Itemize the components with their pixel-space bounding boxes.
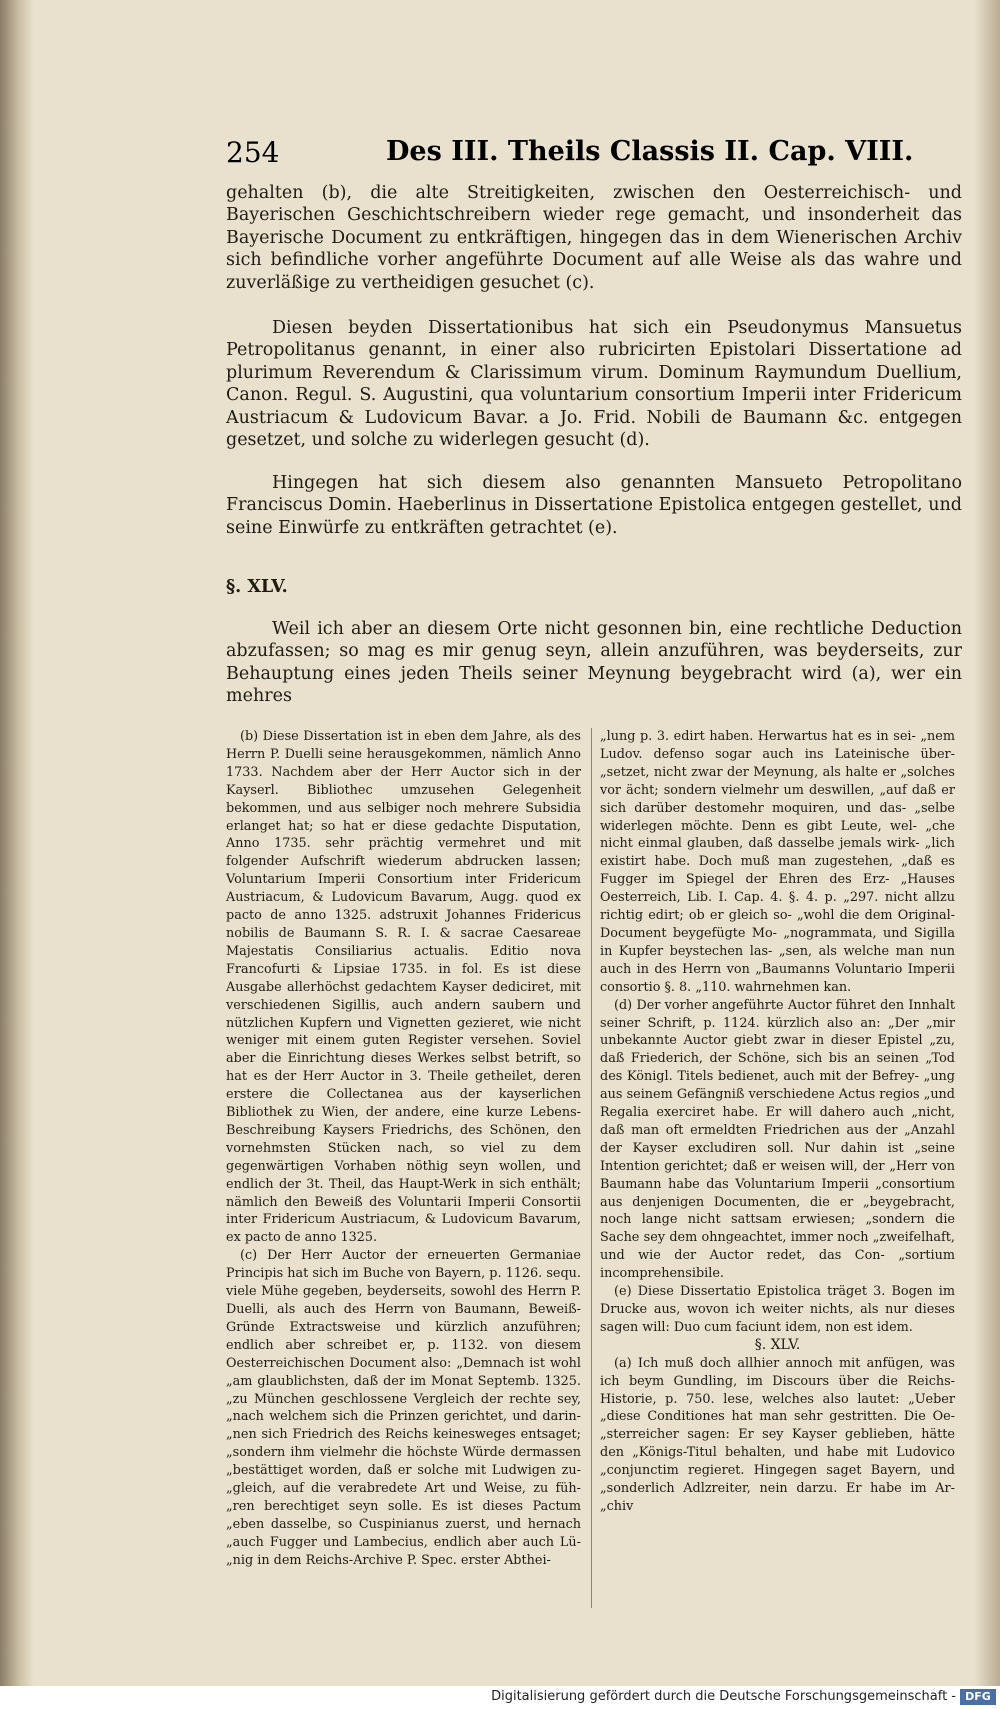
- footnote-column-left: [226, 728, 581, 1570]
- page-number: 254: [226, 136, 280, 169]
- main-paragraph-4: [226, 618, 962, 708]
- section-heading: [226, 576, 962, 598]
- footer-credit: Digitalisierung gefördert durch die Deutsche Forschungsgemeinschaft -: [491, 1689, 956, 1704]
- main-paragraph-3: [226, 472, 962, 539]
- footnotes: [226, 728, 964, 1608]
- footnote-b: (b) Diese Dissertation ist in eben dem Jahre, als des Herrn P. Duelli seine herausgekommen, nämlich Anno 1733. Nachdem aber der Herr Auctor sich in der Kayserl. Bibliothec umzusehen Gelegenheit bekommen, und aus selbiger noch mehrere Subsidia erlanget hat; so hat er diese gedachte Disputation, Anno 1735. sehr prächtig vermehret und mit folgender Aufschrift wiederum abdrucken lassen; Voluntarium Imperii Consortium inter Fridericum Austriacum, & Ludovicum Bavarum, Augg. quod ex pacto de anno 1325. adstruxit Johannes Fridericus nobilis de Baumann S. R. I. & sacrae Caesareae Majestatis Consiliarius actualis. Editio nova Francofurti & Lipsiae 1735. in fol. Es ist diese Ausgabe allerhöchst gedachtem Kayser dediciret, mit verschiedenen Sigillis, auch andern saubern und nützlichen Kupfern und Vignetten gezieret, wie nicht weniger mit einem guten Register versehen. Soviel aber die Einrichtung dieses Werkes selbst betrift, so hat es der Herr Auctor in 3. Theile getheilet, deren erstere die Collectanea aus der kayserlichen Bibliothek zu Wien, der andere, eine kurze Lebens-Beschreibung Kaysers Friedrichs, des Schönen, den vornehmsten Stücken nach, so viel zu dem gegenwärtigen Vorhaben nöthig seyn wollen, und endlich der 3t. Theil, das Haupt-Werk in sich enthält; nämlich den Beweiß des Voluntarii Imperii Consortii inter Fridericum Austriacum, & Ludovicum Bavarum, ex pacto de anno 1325.: [226, 729, 581, 1246]
- footnote-section-number: §. XLV.: [754, 1336, 801, 1353]
- section-number: §. XLV.: [226, 577, 288, 597]
- column-divider: [591, 728, 592, 1608]
- paragraph: gehalten (b), die alte Streitigkeiten, zwischen den Oesterreichisch- und Bayerischen Geschichtschreibern wieder rege gemacht, und insonderheit das Bayerische Document zu entkräftigen, hingegen das in dem Wienerischen Archiv sich befindliche vorher angeführte Document auf alle Weise als das wahre und zuverläßige zu vertheidigen gesuchet (c).: [226, 183, 962, 293]
- paragraph: Hingegen hat sich diesem also genannten Mansueto Petropolitano Franciscus Domin. Haeberlinus in Dissertatione Epistolica entgegen gestellet, und seine Einwürfe zu entkräften getrachtet (e).: [226, 473, 962, 538]
- footnote-column-right: [600, 728, 955, 1516]
- main-paragraph-1: [226, 182, 962, 294]
- paragraph: Weil ich aber an diesem Orte nicht gesonnen bin, eine rechtliche Deduction abzufassen; so mag es mir genug seyn, allein anzuführen, was beyderseits, zur Behauptung eines jeden Theils seiner Meynung beygebracht wird (a), wer ein mehres: [226, 619, 962, 707]
- dfg-logo: DFG: [960, 1689, 996, 1705]
- digitization-footer: [0, 1686, 1000, 1709]
- main-paragraph-2: [226, 317, 962, 451]
- page-header: [226, 136, 926, 176]
- footnote-d: (d) Der vorher angeführte Auctor führet den Innhalt seiner Schrift, p. 1124. kürzlich also an: „Der „mir unbekannte Auctor giebt zwar in dieser Epistel „zu, daß Friederich, der Schöne, sich bis an seinen „Tod des Königl. Titels bedienet, auch mit der Befrey- „ung aus seinem Gefängniß verschiedene Actus regios „und Regalia exerciret habe. Er will dahero auch „nicht, daß man oft ermeldten Friedrichen aus der „Anzahl der Kayser excludiren soll. Nur dahin ist „seine Intention gerichtet; daß er weisen will, der „Herr von Baumann habe das Voluntarium Imperii „consortium aus denjenigen Documenten, die er „beygebracht, noch lange nicht sattsam erwiesen; „sondern die Sache sey dem ohngeachtet, immer noch „zweifelhaft, und wie der Auctor redet, das Con- „sortium incomprehensibile.: [600, 997, 955, 1282]
- book-spine-shadow: [0, 0, 34, 1709]
- footnote-c-continued: „lung p. 3. edirt haben. Herwartus hat es in sei- „nem Ludov. defenso sogar auch ins Lateinische über- „setzet, nicht zwar der Meynung, als halte er „solches vor ächt; sondern vielmehr um deswillen, „auf daß er sich darüber destomehr moquiren, und das- „selbe widerlegen möchte. Denn es gibt Leute, wel- „che nicht einmal glauben, daß dasselbe jemals wirk- „lich existirt habe. Doch muß man zugestehen, „daß es Fugger im Spiegel der Ehren des Erz- „Hauses Oesterreich, Lib. I. Cap. 4. §. 4. p. „297. nicht allzu richtig edirt; ob er gleich so- „wohl die dem Original-Document beygefügte Mo- „nogrammata, und Sigilla in Kupfer beystechen las- „sen, als welche man nun auch in des Herrn von „Baumanns Voluntario Imperii consortio §. 8. „110. wahrnehmen kan.: [600, 729, 955, 995]
- footnote-c: (c) Der Herr Auctor der erneuerten Germaniae Principis hat sich im Buche von Bayern, p. 1126. sequ. viele Mühe gegeben, beyderseits, sowohl des Herrn P. Duelli, als auch des Herrn von Baumann, Beweiß-Gründe Extractsweise und kürzlich anzuführen; endlich aber schreibet er, p. 1132. von diesem Oesterreichischen Document also: „Demnach ist wohl „am glaublichsten, daß der im Monat Septemb. 1325. „zu München geschlossene Vergleich der rechte sey, „nach welchem sich die Prinzen gerichtet, und darin- „nen sich Friedrich des Reichs keinesweges entsaget; „sondern ihm vielmehr die höchste Würde dermassen „bestättiget worden, daß er solche mit Ludwigen zu- „gleich, auf die verabredete Art und Weise, zu füh- „ren berechtiget seyn solle. Es ist dieses Pactum „eben dasselbe, so Cuspinianus zuerst, und hernach „auch Fugger und Lambecius, endlich aber auch Lü- „nig in dem Reichs-Archive P. Spec. erster Abthei-: [226, 1248, 581, 1568]
- running-title: Des III. Theils Classis II. Cap. VIII.: [386, 136, 914, 167]
- footnote-e: (e) Diese Dissertatio Epistolica träget 3. Bogen im Drucke aus, wovon ich weiter nichts, als nur dieses sagen will: Duo cum faciunt idem, non est idem.: [600, 1284, 955, 1335]
- paragraph: Diesen beyden Dissertationibus hat sich ein Pseudonymus Mansuetus Petropolitanus genannt, in einer also rubricirten Epistolari Dissertatione ad plurimum Reverendum & Clarissimum virum. Dominum Raymundum Duellium, Canon. Regul. S. Augustini, qua voluntarium consortium Imperii inter Fridericum Austriacum & Ludovicum Bavar. a Jo. Frid. Nobili de Baumann &c. entgegen gesetzet, und solche zu widerlegen gesucht (d).: [226, 318, 962, 451]
- footnote-a: (a) Ich muß doch allhier annoch mit anfügen, was ich beym Gundling, im Discours über die Reichs-Historie, p. 750. lese, welches also lautet: „Ueber „diese Conditiones hat man sehr gestritten. Die Oe- „sterreicher sagen: Er sey Kayser geblieben, hätte den „Königs-Titul behalten, und habe mit Ludovico „conjunctim regieret. Hingegen saget Bayern, und „sonderlich Adlzreiter, nein darzu. Er habe im Ar- „chiv: [600, 1355, 955, 1514]
- page-edge: [974, 0, 1000, 1709]
